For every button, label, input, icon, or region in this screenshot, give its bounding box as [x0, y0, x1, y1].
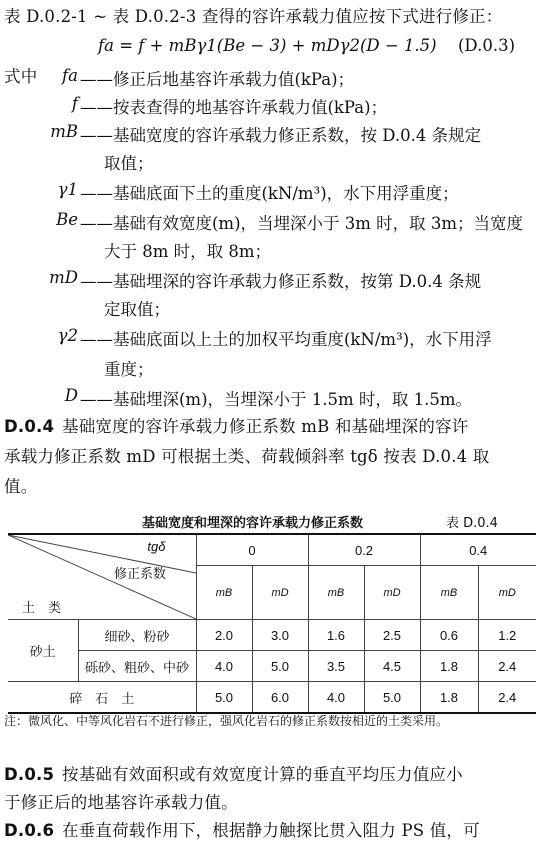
sub-header: mB	[308, 566, 364, 620]
table-cell: 3.0	[252, 620, 308, 651]
def-symbol: Be	[56, 210, 78, 229]
def-text-cont: 取值；	[104, 154, 154, 173]
clause-number: D.0.4	[4, 417, 55, 436]
tg-value-header: 0.2	[308, 534, 420, 566]
coefficient-table	[8, 533, 536, 714]
intro-line: 表 D.0.2-1 ~ 表 D.0.2-3 查得的容许承载力值应按下式进行修正：	[4, 7, 503, 26]
def-symbol: mD	[49, 268, 78, 287]
header-diagonal-cell	[8, 534, 196, 620]
def-text: ——基础底面以上土的加权平均重度(kN/m³)，水下用浮	[80, 330, 492, 349]
formula-number: (D.0.3)	[458, 36, 516, 55]
table-cell: 5.0	[196, 682, 252, 714]
sub-header: mB	[196, 566, 252, 620]
table-number: 表 D.0.4	[446, 516, 498, 531]
def-symbol: f	[71, 94, 78, 113]
sub-header: mB	[420, 566, 478, 620]
paragraph-line: 值。	[4, 477, 38, 496]
tg-value-header: 0	[196, 534, 308, 566]
table-cell: 2.4	[478, 682, 536, 714]
table-cell: 4.5	[364, 651, 420, 682]
paragraph-line: 承载力修正系数 mD 可根据土类、荷载倾斜率 tgδ 按表 D.0.4 取	[4, 447, 490, 466]
def-text: ——基础有效宽度(m)，当埋深小于 3m 时，取 3m；当宽度	[80, 214, 524, 233]
table-cell: 1.8	[420, 651, 478, 682]
table-note: 注：微风化、中等风化岩石不进行修正，强风化岩石的修正系数按相近的土类采用。	[4, 714, 449, 728]
table-cell: 6.0	[252, 682, 308, 714]
tg-value-header: 0.4	[420, 534, 536, 566]
def-text-cont: 大于 8m 时，取 8m；	[104, 242, 272, 261]
def-text: ——基础底面下土的重度(kN/m³)，水下用浮重度；	[80, 184, 459, 203]
row-label: 砾砂、粗砂、中砂	[78, 651, 196, 682]
def-text-cont: 重度；	[104, 360, 154, 379]
def-text: ——修正后地基容许承载力值(kPa)；	[80, 70, 355, 89]
table-cell: 2.5	[364, 620, 420, 651]
clause-number: D.0.5	[4, 765, 55, 784]
def-text: ——按表查得的地基容许承载力值(kPa)；	[80, 98, 388, 117]
row-label: 碎 石 土	[8, 682, 196, 714]
table-cell: 2.4	[478, 651, 536, 682]
paragraph-line: 基础宽度的容许承载力修正系数 mB 和基础埋深的容许	[62, 417, 469, 436]
where-label: 式中	[4, 67, 38, 86]
def-symbol: γ2	[57, 326, 78, 345]
group-label: 砂土	[8, 620, 78, 682]
table-cell: 1.8	[420, 682, 478, 714]
table-caption: 基础宽度和埋深的容许承载力修正系数	[142, 516, 364, 531]
table-cell: 5.0	[252, 651, 308, 682]
paragraph-line: 按基础有效面积或有效宽度计算的垂直平均压力值应小	[62, 765, 463, 784]
def-text: ——基础埋深的容许承载力修正系数，按第 D.0.4 条规	[80, 272, 482, 291]
paragraph-line: 于修正后的地基容许承载力值。	[4, 793, 238, 812]
def-text: ——基础宽度的容许承载力修正系数，按 D.0.4 条规定	[80, 126, 482, 145]
sub-header: mD	[478, 566, 536, 620]
table-cell: 0.6	[420, 620, 478, 651]
table-cell: 2.0	[196, 620, 252, 651]
def-symbol: D	[64, 386, 78, 405]
header-coef: 修正系数	[114, 566, 167, 581]
table-cell: 1.6	[308, 620, 364, 651]
header-soil: 土 类	[22, 600, 62, 615]
table-cell: 1.2	[478, 620, 536, 651]
row-label: 细砂、粉砂	[78, 620, 196, 651]
def-symbol: γ1	[57, 180, 78, 199]
table-cell: 4.0	[308, 682, 364, 714]
paragraph-line: 在垂直荷载作用下，根据静力触探比贯入阻力 PS 值，可	[62, 821, 480, 840]
def-text: ——基础埋深(m)，当埋深小于 1.5m 时，取 1.5m。	[80, 390, 473, 409]
def-symbol: fa	[62, 66, 78, 85]
sub-header: mD	[364, 566, 420, 620]
clause-number: D.0.6	[4, 821, 55, 840]
table-cell: 3.5	[308, 651, 364, 682]
header-tg: tgδ	[147, 539, 166, 554]
def-symbol: mB	[50, 122, 78, 141]
table-cell: 4.0	[196, 651, 252, 682]
def-text-cont: 定取值；	[104, 300, 170, 319]
sub-header: mD	[252, 566, 308, 620]
formula: fa = f + mBγ1(Be − 3) + mDγ2(D − 1.5)	[98, 36, 437, 55]
table-cell: 5.0	[364, 682, 420, 714]
